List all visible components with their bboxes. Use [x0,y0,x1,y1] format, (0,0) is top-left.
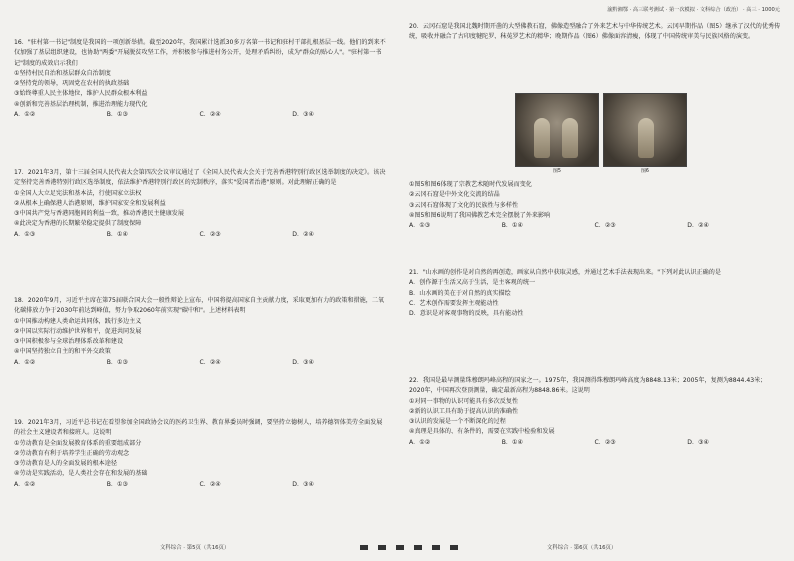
option: ④中国坚持独立自主的和平外交政策 [14,348,111,356]
question-19 [14,418,386,490]
question-stem: 20．云冈石窟是我国北魏时期开凿的大型佛教石窟，佛像造型融合了外来艺术与中华传统艺术。云冈早期作品（图5）继承了汉代的优秀传统，吸收并融合了古印度犍陀罗、秣菟罗艺术的精华；晚期作品（图6）佛像面容清瘦，体现了中国传统审美与民族风格的演变。 [409,23,781,41]
question-20-options [409,180,781,231]
option: ②坚持党的领导，巩固党在农村的执政基础 [14,80,130,88]
option: ①中国推动构建人类命运共同体，践行多边主义 [14,317,142,325]
option: A．创作源于生活又高于生活，是主客观的统一 [409,279,536,287]
choice-d: D．③④ [292,111,314,119]
question-stem: 18．2020年9月，习近平主席在第75届联合国大会一般性辩论上宣布，中国将提高国家自主贡献力度，采取更加有力的政策和措施，二氧化碳排放力争于2030年前达到峰值，努力争取2060年前实现"碳中和"。上述材料表明 [14,297,385,315]
page-footer: 文科综合 · 第6页（共16页） [547,545,617,551]
question-18 [14,296,386,368]
answer-choices [409,438,709,448]
option: ④图5和图6说明了我国佛教艺术完全摆脱了外来影响 [409,211,551,219]
question-stem: 17．2021年3月，第十三届全国人民代表大会第四次会议审议通过了《全国人民代表大会关于完善香港特别行政区选举制度的决定》。该决定坚持完善香港特别行政区选举制度，依法维护香港特别行政区的宪制秩序，落实"爱国者治港"原则。对此理解正确的是 [14,169,386,187]
answer-choices [14,358,314,368]
buddha-figure [534,118,550,158]
choice-d: D．③④ [687,438,709,446]
figure-5-photo [515,93,599,174]
choice-b: B．①④ [501,438,523,446]
option: ③云冈石窟体现了文化的民族性与多样性 [409,201,519,209]
question-stem: 16．"驻村第一书记"制度是我国的一项创新举措。截至2020年，我国累计选派30多万名第一书记和驻村干部扎根基层一线。他们的到来不仅加强了基层组织建设，也协助"两委"开展脱贫攻坚工作，并积极参与推进村务公开，处理矛盾纠纷，成为"群众的贴心人"。"驻村第一书记"制度的成效启示我们 [14,39,386,67]
question-17 [14,168,386,240]
figure-caption: 图6 [641,169,649,174]
choice-b: B．①③ [106,358,128,366]
option: ①图5和图6体现了宗教艺术随时代发展而变化 [409,181,532,188]
question-stem: 21．"山水画的创作是对自然的再创造，画家从自然中获取灵感，并通过艺术手法表现出来。"下列对此认识正确的是 [409,269,721,276]
answer-choices [14,230,314,240]
choice-c: C．②③ [594,438,616,446]
choice-c: C．②③ [199,230,221,238]
choice-a: A．①② [409,438,431,446]
choice-d: D．③④ [292,480,314,488]
choice-c: C．②④ [199,480,221,488]
question-20 [409,22,781,43]
option: ②中国以实际行动维护世界和平，促进共同发展 [14,327,142,335]
registration-mark [378,545,386,550]
choice-b: B．①④ [501,222,523,230]
choice-d: D．②④ [687,222,709,230]
right-page [397,0,794,561]
page-footer: 文科综合 · 第5页（共16页） [160,545,230,551]
option: ②新的认识工具有助于提高认识的准确性 [409,407,519,415]
question-22 [409,376,781,448]
choice-a: A．①② [14,358,36,366]
figure-6-photo [603,93,687,174]
option: ①对同一事物的认识可能具有多次反复性 [409,397,519,405]
choice-c: C．②③ [594,222,616,230]
answer-choices [14,110,314,120]
question-16 [14,38,386,120]
buddha-figure [638,118,654,158]
choice-c: C．②④ [199,358,221,366]
option: ②云冈石窟是中外文化交流的结晶 [409,191,500,199]
option: ④创新和完善基层治理机制，推进治理能力现代化 [14,100,148,108]
option: ③始终尊重人民主体地位，维护人民群众根本利益 [14,90,148,98]
choice-a: A．①③ [409,222,431,230]
answer-choices [14,480,314,490]
option: ③中国共产党与香港同胞间的利益一致，推动香港民主健康发展 [14,210,184,218]
registration-mark [360,545,368,550]
option: ①劳动教育是全面发展教育体系的重要组成部分 [14,439,142,447]
page-header: 渝黔湘鄂 · 高三联考测试 · 第一次模拟 · 文科综合（政治） · 高三 · 1000元 [607,7,780,13]
option: ③认识的发展是一个不断深化的过程 [409,418,506,426]
option: ①全国人大立足宪法和基本法，行使国家立法权 [14,189,142,197]
option: ④此决定为香港的长期繁荣稳定提供了制度保障 [14,220,142,228]
option: ②劳动教育有利于培养学生正确的劳动观念 [14,449,130,457]
option: ④劳动是实践活动，是人类社会存在和发展的基础 [14,470,148,478]
choice-a: A．①② [14,480,36,488]
choice-c: C．②④ [199,111,221,119]
choice-b: B．①③ [106,111,128,119]
choice-b: B．①③ [106,480,128,488]
option: ①坚持村民自治和基层群众自治制度 [14,69,111,77]
option: ③劳动教育是人的全面发展的根本途径 [14,460,117,468]
choice-a: A．①② [14,111,36,119]
question-21 [409,268,781,319]
question-stem: 19．2021年3月，习近平总书记在看望参加全国政协会议的医药卫生界、教育界委员时强调，要坚持立德树人，培养德智体美劳全面发展的社会主义建设者和接班人。这说明 [14,419,383,437]
choice-b: B．①④ [106,230,128,238]
figure-caption: 图5 [553,169,561,174]
choice-a: A．①③ [14,230,36,238]
option: ④真理是具体的、有条件的，需要在实践中检验和发展 [409,428,555,436]
option: C．艺术创作需要发挥主观能动性 [409,299,499,307]
option: ③中国积极参与全球治理体系改革和建设 [14,338,124,346]
option: D．意识是对客观事物的反映，具有能动性 [409,310,524,318]
buddha-figure [562,118,578,158]
option: B．山水画的美在于对自然的真实描绘 [409,289,511,297]
question-stem: 22．我国是最早测量珠穆朗玛峰高程的国家之一。1975年，我国测得珠穆朗玛峰高度为8848.13米；2005年，复测为8844.43米；2020年，中国再次登顶测量，确定最新高程为8848.86米。这说明 [409,377,767,395]
choice-d: D．②④ [292,230,314,238]
answer-choices [409,221,709,231]
choice-d: D．③④ [292,358,314,366]
option: ②从根本上确保港人治港原则，维护国家安全和发展利益 [14,199,166,207]
